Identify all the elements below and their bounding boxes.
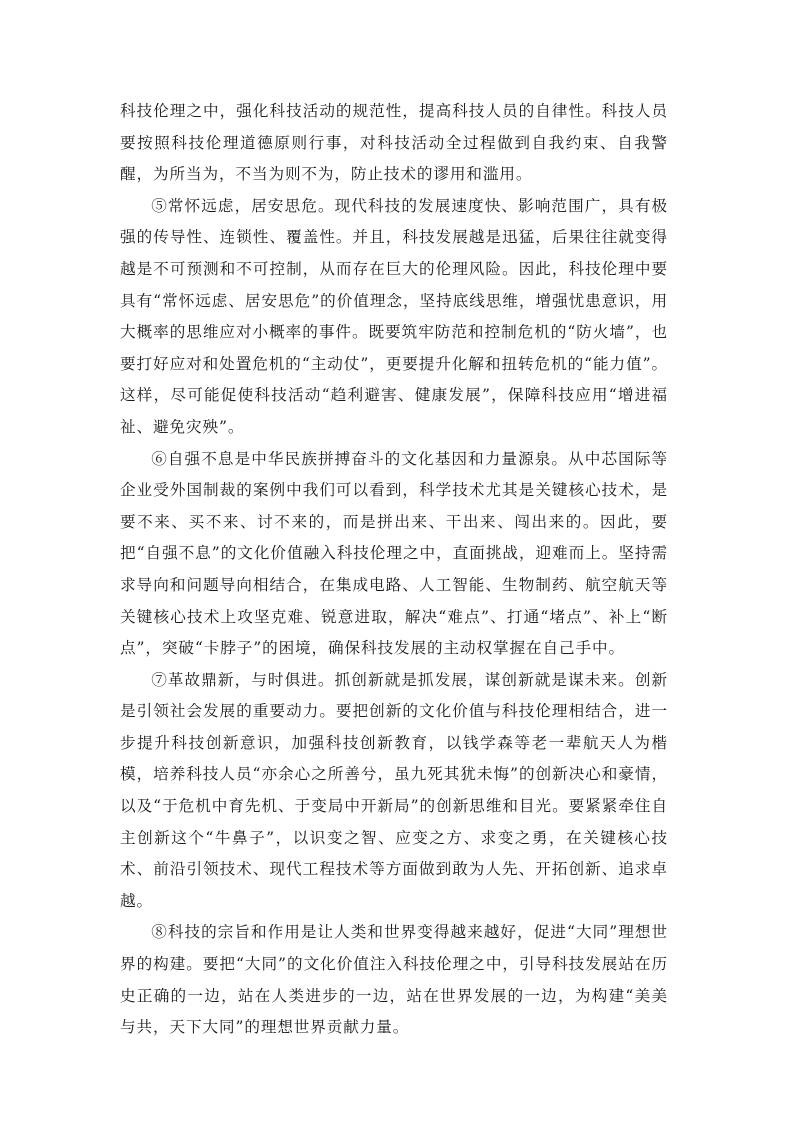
paragraph-6: ⑥自强不息是中华民族拼搏奋斗的文化基因和力量源泉。从中芯国际等企业受外国制裁的案例中我们可以看到，科学技术尤其是关键核心技术，是要不来、买不来、讨不来的，而是拼出来、干出来、闯出来的。因此，要把“自强不息”的文化价值融入科技伦理之中，直面挑战，迎难而上。坚持需求导向和问题导向相结合，在集成电路、人工智能、生物制药、航空航天等关键核心技术上攻坚克难、锐意进取，解决“难点”、打通“堵点”、补上“断点”，突破“卡脖子”的困境，确保科技发展的主动权掌握在自己手中。 [120, 449, 668, 658]
paragraph-7: ⑦革故鼎新，与时俱进。抓创新就是抓发展，谋创新就是谋未来。创新是引领社会发展的重要动力。要把创新的文化价值与科技伦理相结合，进一步提升科技创新意识，加强科技创新教育，以钱学森等老一辈航天人为楷模，培养科技人员“亦余心之所善兮，虽九死其犹未悔”的创新决心和豪情，以及“于危机中育先机、于变局中开新局”的创新思维和目光。要紧紧牵住自主创新这个“牛鼻子”，以识变之智、应变之方、求变之勇，在关键核心技术、前沿引领技术、现代工程技术等方面做到敢为人先、开拓创新、追求卓越。 [120, 670, 668, 910]
paragraph-continuation: 科技伦理之中，强化科技活动的规范性，提高科技人员的自律性。科技人员要按照科技伦理道德原则行事，对科技活动全过程做到自我约束、自我警醒，为所当为，不当为则不为，防止技术的谬用和滥用。 [120, 102, 668, 184]
paragraph-8: ⑧科技的宗旨和作用是让人类和世界变得越来越好，促进“大同”理想世界的构建。要把“大同”的文化价值注入科技伦理之中，引导科技发展站在历史正确的一边，站在人类进步的一边，站在世界发展的一边，为构建“美美与共，天下大同”的理想世界贡献力量。 [120, 923, 668, 1037]
document-body [120, 96, 668, 1044]
paragraph-5: ⑤常怀远虑，居安思危。现代科技的发展速度快、影响范围广，具有极强的传导性、连锁性、覆盖性。并且，科技发展越是迅猛，后果往往就变得越是不可预测和不可控制，从而存在巨大的伦理风险。因此，科技伦理中要具有“常怀远虑、居安思危”的价值理念，坚持底线思维，增强忧患意识，用大概率的思维应对小概率的事件。既要筑牢防范和控制危机的“防火墙”，也要打好应对和处置危机的“主动仗”，更要提升化解和扭转危机的“能力值”。这样，尽可能促使科技活动“趋利避害、健康发展”，保障科技应用“增进福祉、避免灾殃”。 [120, 196, 668, 436]
